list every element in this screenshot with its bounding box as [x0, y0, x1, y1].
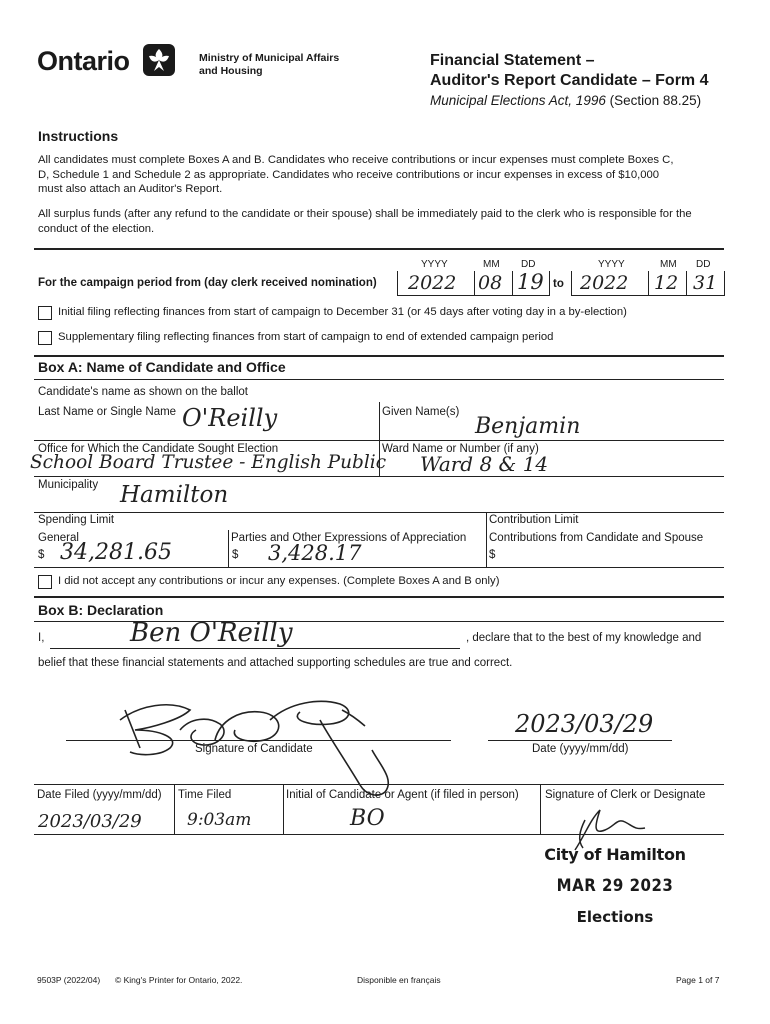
parties-value[interactable]: 3,428.17 [268, 541, 362, 565]
given-name-label: Given Name(s) [382, 406, 460, 418]
instructions-paragraph-2: All surplus funds (after any refund to the candidate or their spouse) shall be immediately paid to the clerk who is responsible for the conduct of the election. [38, 208, 692, 235]
filed-divider-3 [540, 784, 541, 834]
copyright: © King's Printer for Ontario, 2022. [115, 975, 243, 985]
no-contributions-checkbox[interactable] [38, 575, 52, 589]
ministry-line-1: Ministry of Municipal Affairs [199, 52, 340, 64]
name-row-rule [34, 440, 724, 441]
initial-label: Initial of Candidate or Agent (if filed in person) [286, 789, 519, 801]
title-line-1: Financial Statement – [430, 52, 595, 69]
declaration-date-value[interactable]: 2023/03/29 [515, 710, 654, 738]
office-row-rule [34, 476, 724, 477]
to-day-value: 31 [693, 272, 718, 294]
ministry-name [199, 52, 339, 78]
declaration-name-line [50, 648, 460, 649]
trillium-icon [143, 44, 175, 76]
filed-row-bottom-rule [34, 834, 724, 835]
declaration-i: I, [38, 632, 45, 644]
municipality-value[interactable]: Hamilton [120, 482, 229, 508]
office-label: Office for Which the Candidate Sought Election [38, 443, 279, 455]
yyyy-header-to: YYYY [598, 259, 625, 270]
name-on-ballot-label: Candidate's name as shown on the ballot [38, 386, 248, 398]
stamp-department: Elections [576, 908, 654, 926]
dd-header-from: DD [521, 259, 536, 270]
given-name-value[interactable]: Benjamin [475, 414, 581, 439]
mm-header-to: MM [660, 259, 677, 270]
form-title [430, 51, 709, 110]
ward-value[interactable]: Ward 8 & 14 [420, 452, 549, 476]
logo-wordmark: Ontario [37, 46, 130, 76]
from-day-value: 19 [517, 270, 544, 294]
box-a-heading: Box A: Name of Candidate and Office [38, 359, 286, 375]
act-name: Municipal Elections Act, 1996 [430, 93, 606, 108]
last-name-value[interactable]: O'Reilly [182, 404, 278, 432]
stamp-date: MAR 29 2023 [556, 874, 674, 896]
supplementary-filing-label: Supplementary filing reflecting finances from start of campaign to end of extended campaign period [58, 331, 554, 343]
declaration-name-value[interactable]: Ben O'Reilly [130, 618, 293, 648]
stamp-city: City of Hamilton [544, 845, 686, 864]
initial-value[interactable]: BO [350, 806, 385, 831]
act-section: (Section 88.25) [609, 93, 702, 108]
parties-label: Parties and Other Expressions of Appreciation [231, 532, 467, 544]
french-availability: Disponible en français [357, 975, 441, 985]
to-label: to [553, 278, 564, 290]
initial-filing-checkbox[interactable] [38, 306, 52, 320]
campaign-period-label: For the campaign period from (day clerk received nomination) [38, 277, 377, 289]
general-value[interactable]: 34,281.65 [60, 540, 172, 565]
time-filed-label: Time Filed [178, 789, 232, 801]
box-a-top-rule [34, 355, 724, 357]
spending-limit-label: Spending Limit [38, 514, 115, 526]
from-year-value: 2022 [408, 272, 457, 294]
spending-row-rule [34, 567, 724, 568]
filed-divider-1 [174, 784, 175, 834]
to-year-value: 2022 [580, 272, 629, 294]
declaration-text: , declare that to the best of my knowledge and [466, 632, 702, 644]
filed-row-top-rule [34, 784, 724, 785]
received-stamp [540, 845, 690, 926]
mm-header-from: MM [483, 259, 500, 270]
declaration-date-label: Date (yyyy/mm/dd) [532, 743, 629, 755]
yyyy-header-from: YYYY [421, 259, 448, 270]
to-date-divider-2 [686, 271, 687, 295]
instructions-paragraph-1: All candidates must complete Boxes A and B. Candidates who receive contributions or incur expenses must complete Boxes C, D, Schedule 1 and Schedule 2 as appropriate. Candidates who receive contributions or incur expenses in excess of $10,000 must also attach an Auditor's Report. [38, 154, 674, 195]
signature-line [66, 740, 451, 741]
municipality-label: Municipality [38, 479, 99, 491]
contribution-label: Contributions from Candidate and Spouse [489, 532, 704, 544]
office-value[interactable]: School Board Trustee - English Public [30, 452, 387, 473]
contribution-limit-label: Contribution Limit [489, 514, 579, 526]
time-filed-value[interactable]: 9:03am [187, 810, 252, 830]
title-line-2: Auditor's Report Candidate – Form 4 [430, 72, 709, 89]
filed-divider-2 [283, 784, 284, 834]
clerk-signature-label: Signature of Clerk or Designate [545, 789, 706, 801]
from-date-divider-1 [474, 271, 475, 295]
box-b-top-rule [34, 596, 724, 598]
general-label: General [38, 532, 79, 544]
ministry-line-2: and Housing [199, 65, 263, 77]
box-a-heading-rule [34, 379, 724, 380]
divider-top [34, 248, 724, 250]
dd-header-to: DD [696, 259, 711, 270]
from-month-value: 08 [478, 272, 503, 294]
signature-label: Signature of Candidate [195, 743, 313, 755]
to-month-value: 12 [654, 272, 679, 294]
parties-dollar: $ [232, 549, 239, 561]
general-dollar: $ [38, 549, 45, 561]
contribution-dollar: $ [489, 549, 496, 561]
form-code: 9503P (2022/04) [37, 975, 101, 985]
page-number: Page 1 of 7 [676, 975, 720, 985]
ward-label: Ward Name or Number (if any) [382, 443, 539, 455]
belief-text: belief that these financial statements and attached supporting schedules are true and correct. [38, 657, 513, 669]
municipality-row-rule [34, 512, 724, 513]
initial-filing-label: Initial filing reflecting finances from start of campaign to December 31 (or 45 days after voting day in a by-election) [58, 306, 627, 318]
act-citation [430, 91, 709, 110]
instructions-heading: Instructions [38, 128, 119, 144]
date-filed-value[interactable]: 2023/03/29 [38, 811, 142, 832]
last-name-label: Last Name or Single Name [38, 406, 177, 418]
supplementary-filing-checkbox[interactable] [38, 331, 52, 345]
no-contributions-label: I did not accept any contributions or incur any expenses. (Complete Boxes A and B only) [58, 575, 500, 587]
declaration-date-line [488, 740, 672, 741]
date-filed-label: Date Filed (yyyy/mm/dd) [37, 789, 162, 801]
spending-divider-1 [228, 530, 229, 568]
ontario-logo [37, 46, 130, 80]
from-date-divider-2 [512, 271, 513, 295]
box-b-heading: Box B: Declaration [38, 602, 164, 618]
to-date-divider-1 [648, 271, 649, 295]
spending-divider-2 [486, 512, 487, 568]
